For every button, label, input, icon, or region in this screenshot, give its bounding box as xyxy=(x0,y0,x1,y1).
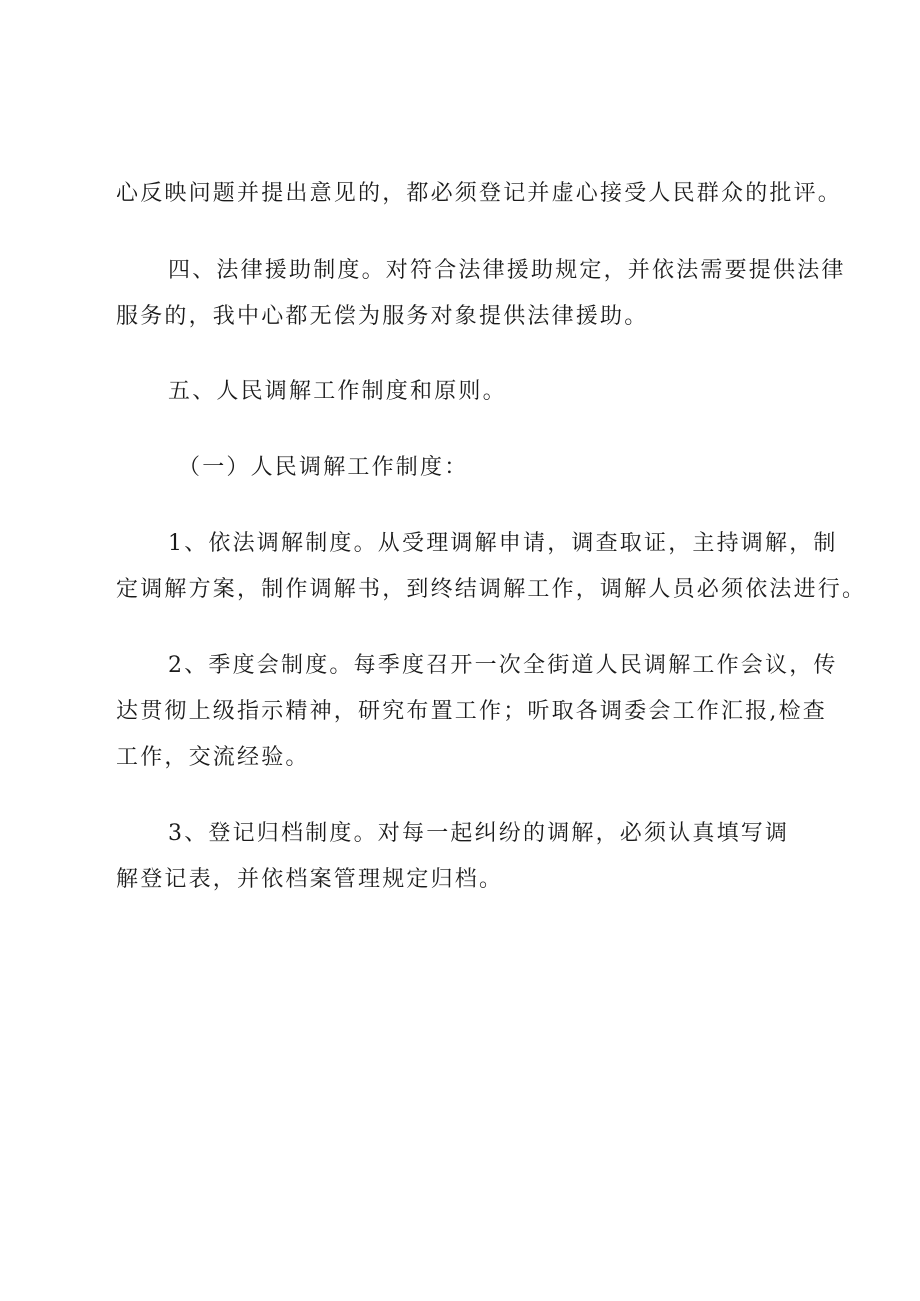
paragraph-line: 解登记表，并依档案管理规定归档。 xyxy=(116,867,504,892)
paragraph-line: 工作，交流经验。 xyxy=(116,745,310,770)
paragraph-line: 达贯彻上级指示精神，研究布置工作；听取各调委会工作汇报,检查 xyxy=(116,699,827,724)
paragraph-line: 心反映问题并提出意见的，都必须登记并虚心接受人民群众的批评。 xyxy=(116,181,843,206)
subsection-heading: （一）人民调解工作制度： xyxy=(178,455,469,480)
paragraph-line: 3、登记归档制度。对每一起纠纷的调解，必须认真填写调 xyxy=(168,821,790,846)
paragraph-line: 服务的，我中心都无偿为服务对象提供法律援助。 xyxy=(116,304,649,329)
section-heading: 五、人民调解工作制度和原则。 xyxy=(168,379,507,404)
paragraph-line: 定调解方案，制作调解书，到终结调解工作，调解人员必须依法进行。 xyxy=(116,577,867,602)
paragraph-line: 1、依法调解制度。从受理调解申请，调查取证，主持调解，制 xyxy=(168,531,838,556)
paragraph-line: 2、季度会制度。每季度召开一次全街道人民调解工作会议，传 xyxy=(168,653,838,678)
paragraph-line: 四、法律援助制度。对符合法律援助规定，并依法需要提供法律 xyxy=(168,258,846,283)
